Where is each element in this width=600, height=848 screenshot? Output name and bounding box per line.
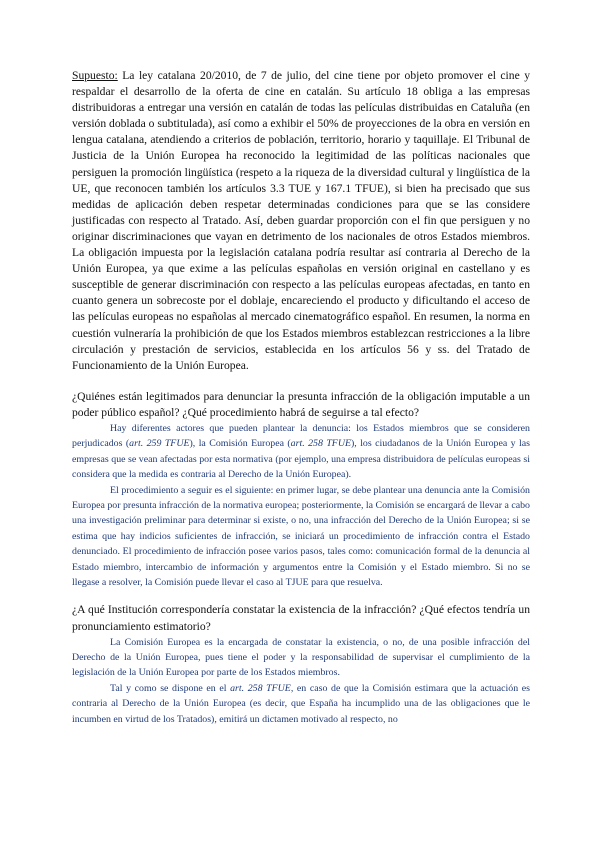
answer-1-p1-text-a: Hay diferentes actores que pueden plantear la denuncia: los Estados miembros que se consideren perjudicados (	[72, 422, 530, 450]
answer-2-p2-text-a: Tal y como se dispone en el	[110, 682, 231, 694]
answer-1-paragraph-2: El procedimiento a seguir es el siguiente: en primer lugar, se debe plantear una denuncia ante la Comisión Europea por presunta infracción de la normativa europea; posteriormente, la Comisión se encargará de llevar a cabo una investigación preliminar para determinar si existe, o no, una infracción del Derecho de la Unión Europea; si se estima que hay indicios suficientes de infracción, se iniciará un procedimiento de infracción contra el Estado denunciado. El procedimiento de infracción posee varios pasos, tales como: comunicación formal de la denuncia al Estado miembro, intercambio de información y argumentos entre la Comisión y el Estado miembro. Si no se llegase a resolver, la Comisión puede llevar el caso al TJUE para que resuelva.	[72, 484, 530, 589]
citation-art-258-b: art. 258 TFUE	[230, 682, 291, 694]
supuesto-label: Supuesto:	[72, 69, 118, 82]
answer-2-p2-text-b: , en caso de que la Comisión estimara que la actuación es contraria al Derecho de la Unión Europea (es decir, que España ha incumplido una de las obligaciones que le incumben en virtud de los Tratados), emitirá un dictamen motivado al respecto, no	[72, 682, 530, 725]
answer-1-paragraph-1	[72, 421, 530, 483]
citation-art-258: art. 258 TFUE	[290, 438, 352, 450]
question-1: ¿Quiénes están legitimados para denunciar la presunta infracción de la obligación imputable a un poder público español? ¿Qué procedimiento habrá de seguirse a tal efecto?	[72, 389, 530, 419]
answer-2-paragraph-2	[72, 681, 530, 727]
document-page	[72, 68, 530, 727]
answer-1-p1-text-c: ), los ciudadanos de la Unión Europea y las empresas que se vean afectadas por esta normativa (por ejemplo, una empresa distribuidora de películas europeas si considera que la medida es contraria al Derecho de la Unión Europea).	[72, 438, 531, 481]
answer-1-p1-text-b: ), la Comisión Europea (	[189, 438, 291, 450]
supuesto-paragraph	[72, 68, 530, 374]
answer-2-paragraph-1: La Comisión Europea es la encargada de constatar la existencia, o no, de una posible infracción del Derecho de la Unión Europea, pues tiene el poder y la responsabilidad de supervisar el cumplimiento de la legislación de la Unión Europea por parte de los Estados miembros.	[72, 636, 530, 679]
supuesto-text: La ley catalana 20/2010, de 7 de julio, del cine tiene por objeto promover el cine y respaldar el desarrollo de la oferta de cine en catalán. Su artículo 18 obliga a las empresas distribuidoras a entregar una versión en catalán de todas las películas distribuidas en Cataluña (en versión doblada o subtitulada), así como a exhibir el 50% de proyecciones de la obra en versión en lengua catalana, atendiendo a criterios de población, territorio, horario y taquillaje. El Tribunal de Justicia de la Unión Europea ha reconocido la legitimidad de las políticas nacionales que persiguen la promoción lingüística (respeto a la riqueza de la diversidad cultural y lingüística de la UE, que reconocen también los artículos 3.3 TUE y 167.1 TFUE), si bien ha precisado que sus medidas de aplicación deben respetar determinadas condiciones para que se las considere justificadas con respecto al Tratado. Así, deben guardar proporción con el fin que persiguen y no originar discriminaciones que vayan en detrimento de los nacionales de otros Estados miembros. La obligación impuesta por la legislación catalana podría resultar así contraria al Derecho de la Unión Europea, ya que exime a las películas españolas en versión original en castellano y es susceptible de generar discriminación con respecto a las películas europeas afectadas, en tanto en cuanto genera un sobrecoste por el doblaje, encareciendo el producto y dificultando el acceso de las películas europeas no españolas al mercado cinematográfico español. En resumen, la norma en cuestión vulneraría la prohibición de que los Estados miembros establezcan restricciones a la libre circulación y prestación de servicios, establecida en los artículos 56 y ss. del Tratado de Funcionamiento de la Unión Europea.	[72, 69, 530, 372]
question-2: ¿A qué Institución correspondería constatar la existencia de la infracción? ¿Qué efectos tendría un pronunciamiento estimatorio?	[72, 603, 530, 633]
citation-art-259: art. 259 TFUE	[129, 438, 190, 450]
